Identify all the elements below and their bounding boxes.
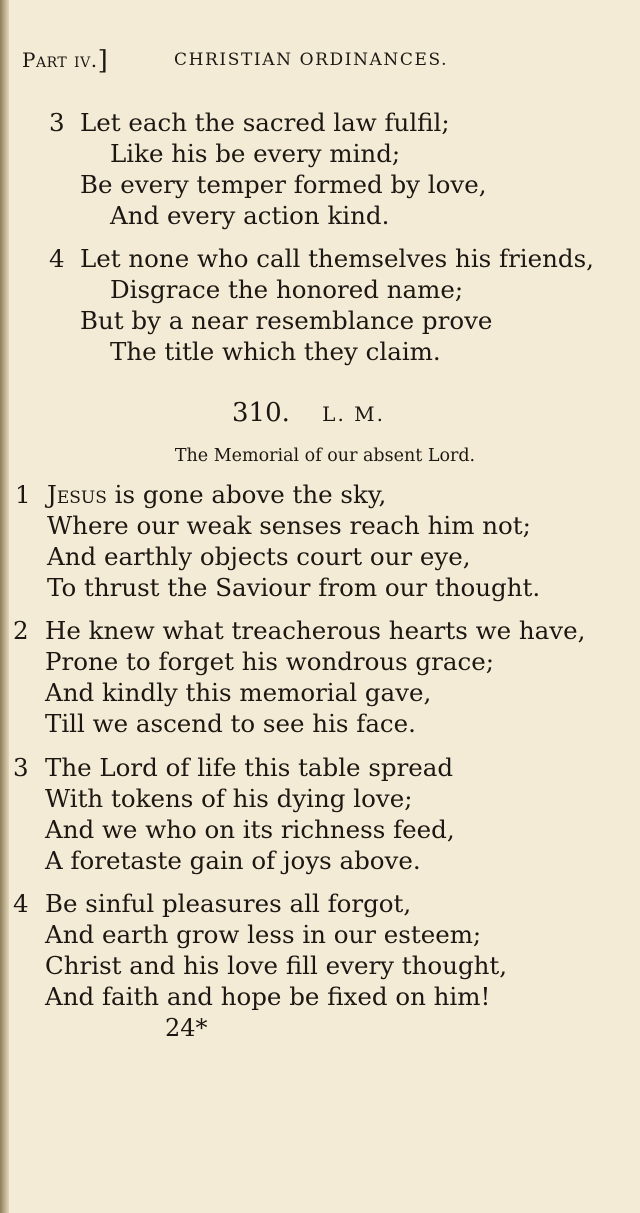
stanza-2 xyxy=(13,615,585,739)
hymn-title: The Memorial of our absent Lord. xyxy=(174,446,476,466)
running-header xyxy=(22,46,492,76)
verse-line: And earth grow less in our esteem; xyxy=(45,920,482,949)
section-title: CHRISTIAN ORDINANCES. xyxy=(174,50,449,70)
stanza-number: 2 xyxy=(13,616,29,645)
verse-line: Let none who call themselves his friends, xyxy=(80,244,594,273)
verse-line: And kindly this memorial gave, xyxy=(45,678,432,707)
verse-line: But by a near resemblance prove xyxy=(80,306,493,335)
verse-line-rest: is gone above the sky, xyxy=(114,480,387,509)
stanza-number: 4 xyxy=(13,889,29,918)
stanza-number: 3 xyxy=(13,753,29,782)
verse-line: And earthly objects court our eye, xyxy=(47,542,471,571)
verse-line: A foretaste gain of joys above. xyxy=(45,846,421,875)
verse-line: He knew what treacherous hearts we have, xyxy=(45,616,586,645)
verse-line: Prone to forget his wondrous grace; xyxy=(45,647,494,676)
header-bracket: ] xyxy=(97,46,109,76)
stanza-number: 1 xyxy=(15,480,31,509)
stanza-3 xyxy=(13,752,455,876)
verse-line: And faith and hope be fixed on him! xyxy=(45,982,491,1011)
verse-line: And we who on its richness feed, xyxy=(45,815,455,844)
verse-line xyxy=(15,479,540,510)
stanza-4 xyxy=(13,888,507,1012)
stanza-number: 3 xyxy=(49,108,65,137)
verse-line: With tokens of his dying love; xyxy=(45,784,413,813)
verse-line: To thrust the Saviour from our thought. xyxy=(47,573,541,602)
verse-line: The title which they claim. xyxy=(110,337,441,366)
hymn-number-value: 310. xyxy=(232,398,290,428)
verse-line: The Lord of life this table spread xyxy=(45,753,454,782)
verse-line: Be sinful pleasures all forgot, xyxy=(45,889,412,918)
verse-line: Till we ascend to see his face. xyxy=(45,709,416,738)
hymn-number xyxy=(232,398,385,428)
verse-line: Disgrace the honored name; xyxy=(110,275,464,304)
verse-line: Christ and his love fill every thought, xyxy=(45,951,508,980)
prev-stanza-4 xyxy=(49,243,594,367)
first-word: Jesus xyxy=(47,480,107,509)
verse-line: And every action kind. xyxy=(110,201,390,230)
verse-line: Like his be every mind; xyxy=(110,139,401,168)
prev-stanza-3 xyxy=(49,107,487,231)
page-edge-shadow xyxy=(0,0,9,1213)
verse-line: Where our weak senses reach him not; xyxy=(47,511,531,540)
signature-mark: 24* xyxy=(165,1014,208,1042)
stanza-1 xyxy=(15,479,540,603)
verse-line: Let each the sacred law fulfil; xyxy=(80,108,450,137)
hymn-meter: L. M. xyxy=(322,402,385,426)
stanza-number: 4 xyxy=(49,244,65,273)
part-label: Part iv. xyxy=(22,48,98,72)
verse-line: Be every temper formed by love, xyxy=(80,170,487,199)
